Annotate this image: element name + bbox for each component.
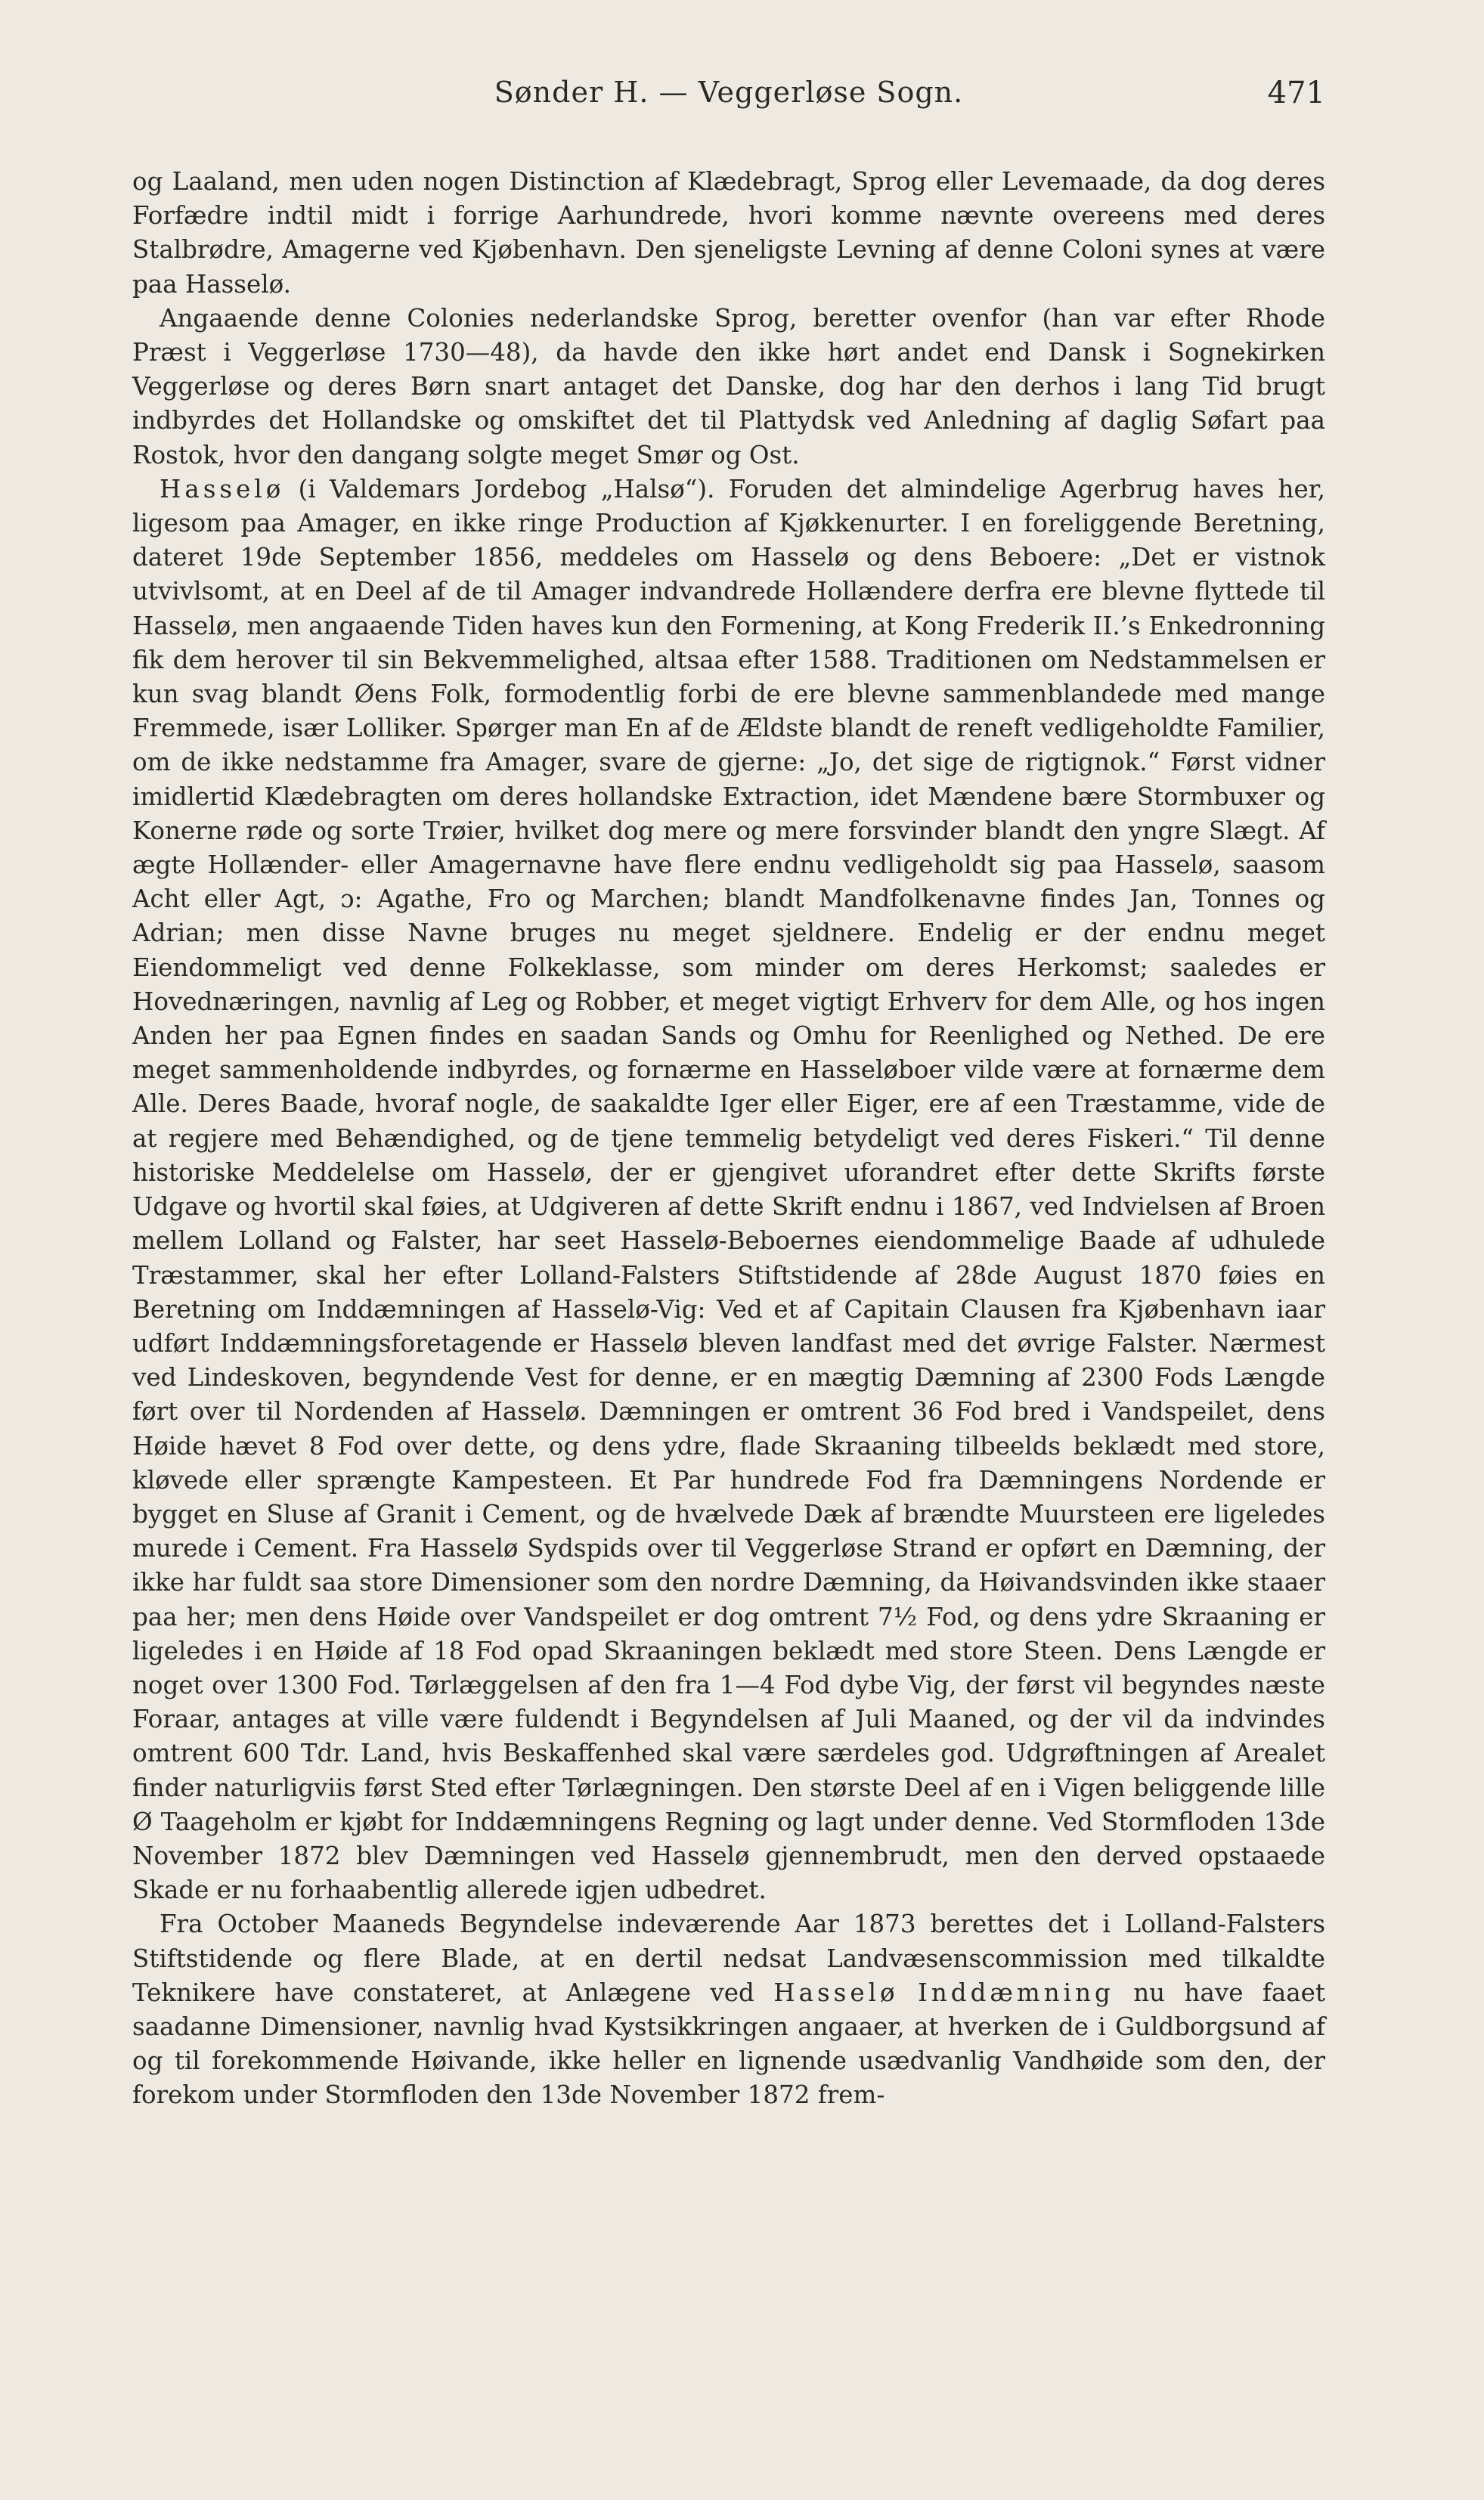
body-text [132,165,1325,2113]
paragraph-2: Angaaende denne Colonies nederlandske Sprog, beretter ovenfor (han var efter Rhode Præst i Veggerløse 1730—48), da havde den ikke hørt andet end Dansk i Sognekirken Veggerløse og deres Børn snart antaget det Danske, dog har den derhos i lang Tid brugt indbyrdes det Hollandske og omskiftet det til Plattydsk ved Anledning af daglig Søfart paa Rostok, hvor den dangang solgte meget Smør og Ost. [132,303,1325,469]
paragraph-1: og Laaland, men uden nogen Distinction af Klædebragt, Sprog eller Levemaade, da dog deres Forfædre indtil midt i forrige Aarhundrede, hvori komme nævnte overeens med deres Stalbrødre, Amagerne ved Kjøbenhavn. Den sjeneligste Levning af denne Coloni synes at være paa Hasselø. [132,167,1325,299]
paragraph-3-text: (i Valdemars Jordebog „Halsø“). Foruden det almindelige Agerbrug haves her, ligesom paa Amager, en ikke ringe Production af Kjøkkenurter. I en foreliggende Beretning, dateret 19de September 1856, meddeles om Hasselø og dens Beboere: „Det er vistnok utvivlsomt, at en Deel af de til Amager indvandrede Hollændere derfra ere blevne flyttede til Hasselø, men angaaende Tiden haves kun den Formening, at Kong Frederik II.’s Enkedronning fik dem herover til sin Bekvemmelighed, altsaa efter 1588. Traditionen om Nedstammelsen er kun svag blandt Øens Folk, formodentlig forbi de ere blevne sammenblandede med mange Fremmede, især Lolliker. Spørger man En af de Ældste blandt de reneft vedligeholdte Familier, om de ikke nedstamme fra Amager, svare de gjerne: „Jo, det sige de rigtignok.“ Først vidner imidlertid Klædebragten om deres hollandske Extraction, idet Mændene bære Stormbuxer og Konerne røde og sorte Trøier, hvilket dog mere og mere forsvinder blandt den yngre Slægt. Af ægte Hollænder- eller Amagernavne have flere endnu vedligeholdt sig paa Hasselø, saasom Acht eller Agt, ɔ: Agathe, Fro og Marchen; blandt Mandfolkenavne findes Jan, Tonnes og Adrian; men disse Navne bruges nu meget sjeldnere. Endelig er der endnu meget Eiendommeligt ved denne Folkeklasse, som minder om deres Herkomst; saaledes er Hovednæringen, navnlig af Leg og Robber, et meget vigtigt Erhverv for dem Alle, og hos ingen Anden her paa Egnen findes en saadan Sands og Omhu for Reenlighed og Nethed. De ere meget sammenholdende indbyrdes, og fornærme en Hasseløboer vilde være at fornærme dem Alle. Deres Baade, hvoraf nogle, de saakaldte Iger eller Eiger, ere af een Træstamme, vide de at regjere med Behændighed, og de tjene temmelig betydeligt ved deres Fiskeri.“ Til denne historiske Meddelelse om Hasselø, der er gjengivet uforandret efter dette Skrifts første Udgave og hvortil skal føies, at Udgiveren af dette Skrift endnu i 1867, ved Indvielsen af Broen mellem Lolland og Falster, har seet Hasselø-Beboernes eiendommelige Baade af udhulede Træstammer, skal her efter Lolland-Falsters Stiftstidende af 28de August 1870 føies en Beretning om Inddæmningen af Hasselø-Vig: Ved et af Capitain Clausen fra Kjøbenhavn iaar udført Inddæmningsforetagende er Hasselø bleven landfast med det øvrige Falster. Nærmest ved Lindeskoven, begyndende Vest for denne, er en mægtig Dæmning af 2300 Fods Længde ført over til Nordenden af Hasselø. Dæmningen er omtrent 36 Fod bred i Vandspeilet, dens Høide hævet 8 Fod over dette, og dens ydre, flade Skraaning tilbeelds beklædt med store, kløvede eller sprængte Kampesteen. Et Par hundrede Fod fra Dæmningens Nordende er bygget en Sluse af Granit i Cement, og de hvælvede Dæk af brændte Muursteen ere ligeledes murede i Cement. Fra Hasselø Sydspids over til Veggerløse Strand er opført en Dæmning, der ikke har fuldt saa store Dimensioner som den nordre Dæmning, da Høivandsvinden ikke staaer paa her; men dens Høide over Vandspeilet er dog omtrent 7½ Fod, og dens ydre Skraaning er ligeledes i en Høide af 18 Fod opad Skraaningen beklædt med store Steen. Dens Længde er noget over 1300 Fod. Tørlæggelsen af den fra 1—4 Fod dybe Vig, der først vil begyndes næste Foraar, antages at ville være fuldendt i Begyndelsen af Juli Maaned, og der vil da indvindes omtrent 600 Tdr. Land, hvis Beskaffenhed skal være særdeles god. Udgrøftningen af Arealet finder naturligviis først Sted efter Tørlægningen. Den største Deel af en i Vigen beliggende lille Ø Taageholm er kjøbt for Inddæmningens Regning og lagt under denne. Ved Stormfloden 13de November 1872 blev Dæmningen ved Hasselø gjennembrudt, men den derved opstaaede Skade er nu forhaabentlig allerede igjen udbedret. [132,474,1325,1905]
page-number: 471 [1267,76,1325,110]
emphasis-hasselo: Hasselø [773,1978,899,2007]
emphasis-inddaemning: Inddæmning [918,1978,1114,2007]
paragraph-4 [132,1907,1325,2112]
page-header [132,76,1325,136]
paragraph-3 [132,472,1325,1908]
place-name-hasselo: Hasselø [160,474,285,503]
running-head: Sønder H. — Veggerløse Sogn. [494,76,964,109]
paragraph-4-text-b: nu have faaet saadanne Dimensioner, navnlig hvad Kystsikkringen angaaer, at hverken de i Guldborgsund af og til forekommende Høivande, ikke heller en lignende usædvanlig Vandhøide som den, der forekom under Stormfloden den 13de November 1872 frem- [132,1978,1325,2110]
paragraph-4-text-a: Fra October Maaneds Begyndelse indeværende Aar 1873 berettes det i Lolland-Falsters Stiftstidende og flere Blade, at en dertil nedsat Landvæsenscommission med tilkaldte Teknikere have constateret, at Anlægene ved [132,1910,1325,2007]
